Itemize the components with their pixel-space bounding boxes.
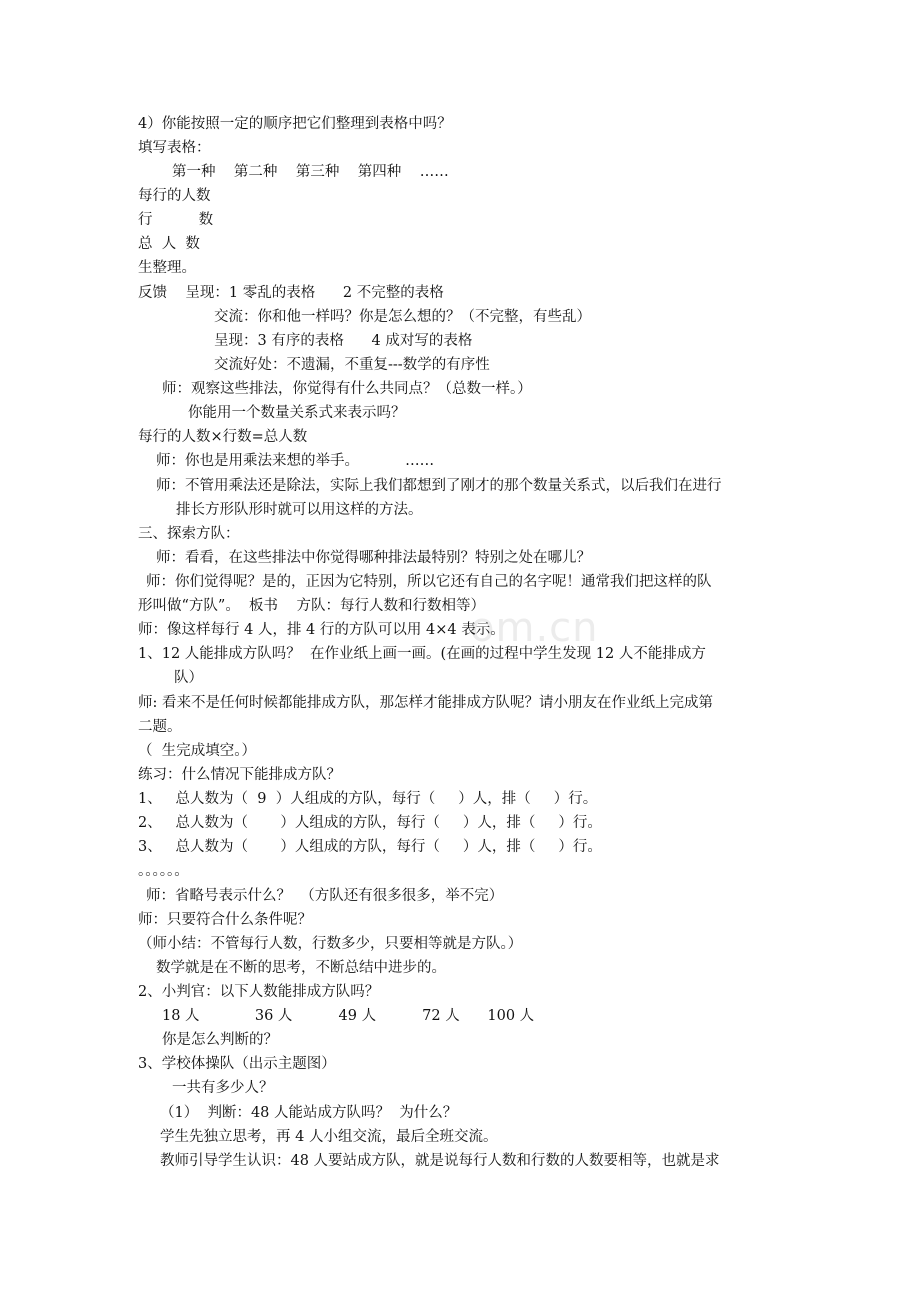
- text-line: （1） 判断：48 人能站成方队吗？ 为什么？: [160, 1105, 458, 1121]
- table-row-label: 每行的人数: [138, 188, 211, 204]
- text-line: 1、12 人能排成方队吗？ 在作业纸上画一画。(在画的过程中学生发现 12 人不能排成方: [138, 646, 706, 662]
- table-row-label: 行 数: [138, 212, 214, 228]
- text-line: 你能用一个数量关系式来表示吗？: [188, 405, 406, 421]
- text-line: 师：像这样每行 4 人，排 4 行的方队可以用 4×4 表示。: [138, 622, 505, 638]
- text-line: 2、小判官：以下人数能排成方队吗？: [138, 984, 380, 1000]
- exercise-item: 2、 总人数为（ ）人组成的方队，每行（ ）人，排（ ）行。: [138, 815, 602, 831]
- text-line: 师：不管用乘法还是除法，实际上我们都想到了刚才的那个数量关系式，以后我们在进行: [156, 478, 722, 494]
- text-line: 呈现：3 有序的表格 4 成对写的表格: [214, 333, 473, 349]
- text-line: 生整理。: [138, 260, 196, 276]
- text-line: 反馈 呈现：1 零乱的表格 2 不完整的表格: [138, 285, 444, 301]
- text-line: 学生先独立思考，再 4 人小组交流，最后全班交流。: [160, 1129, 498, 1145]
- exercise-item: 3、 总人数为（ ）人组成的方队，每行（ ）人，排（ ）行。: [138, 839, 602, 855]
- text-line: 师：只要符合什么条件呢？: [138, 912, 312, 928]
- text-line: 练习：什么情况下能排成方队？: [138, 767, 341, 783]
- text-line: （师小结：不管每行人数，行数多少，只要相等就是方队。）: [138, 936, 523, 952]
- text-line: 师：看看，在这些排法中你觉得哪种排法最特别？特别之处在哪儿？: [156, 550, 591, 566]
- text-line: 交流：你和他一样吗？你是怎么想的？（不完整，有些乱）: [214, 309, 591, 325]
- text-line: 3、学校体操队（出示主题图）: [138, 1056, 336, 1072]
- text-line: （ 生完成填空。）: [138, 743, 256, 759]
- text-line: 形叫做“方队”。 板书 方队：每行人数和行数相等）: [138, 598, 485, 614]
- text-line: 师：省略号表示什么？ （方队还有很多很多，举不完）: [146, 888, 504, 904]
- text-line: 师：你也是用乘法来想的举手。 ……: [156, 453, 435, 469]
- text-line: 师：你们觉得呢？是的，正因为它特别，所以它还有自己的名字呢！通常我们把这样的队: [146, 574, 712, 590]
- text-line: 师：观察这些排法，你觉得有什么共同点？（总数一样。）: [162, 381, 532, 397]
- text-line: 二题。: [138, 719, 182, 735]
- ellipsis-line: 。。。。。。: [138, 863, 189, 879]
- text-line: 一共有多少人？: [172, 1080, 274, 1096]
- text-line: 你是怎么判断的？: [162, 1032, 278, 1048]
- text-line: 教师引导学生认识：48 人要站成方队，就是说每行人数和行数的人数要相等，也就是求: [160, 1153, 720, 1169]
- text-line: 填写表格：: [138, 140, 211, 156]
- numbers-line: 18 人 36 人 49 人 72 人 100 人: [162, 1008, 535, 1024]
- text-line: 队）: [174, 670, 203, 686]
- table-row-label: 总 人 数: [138, 236, 200, 252]
- table-header-line: 第一种 第二种 第三种 第四种 ……: [172, 164, 449, 180]
- exercise-item: 1、 总人数为（ 9 ）人组成的方队，每行（ ）人，排（ ）行。: [138, 791, 598, 807]
- text-line: 师: 看来不是任何时候都能排成方队，那怎样才能排成方队呢？请小朋友在作业纸上完成第: [138, 695, 713, 711]
- text-line: 交流好处：不遗漏，不重复---数学的有序性: [214, 357, 490, 373]
- watermark-text: om.cn: [470, 605, 599, 651]
- formula-line: 每行的人数×行数=总人数: [138, 429, 308, 445]
- section-heading: 三、探索方队：: [138, 526, 240, 542]
- text-line: 数学就是在不断的思考，不断总结中进步的。: [156, 960, 446, 976]
- text-line: 4）你能按照一定的顺序把它们整理到表格中吗？: [138, 116, 452, 132]
- text-line: 排长方形队形时就可以用这样的方法。: [176, 502, 423, 518]
